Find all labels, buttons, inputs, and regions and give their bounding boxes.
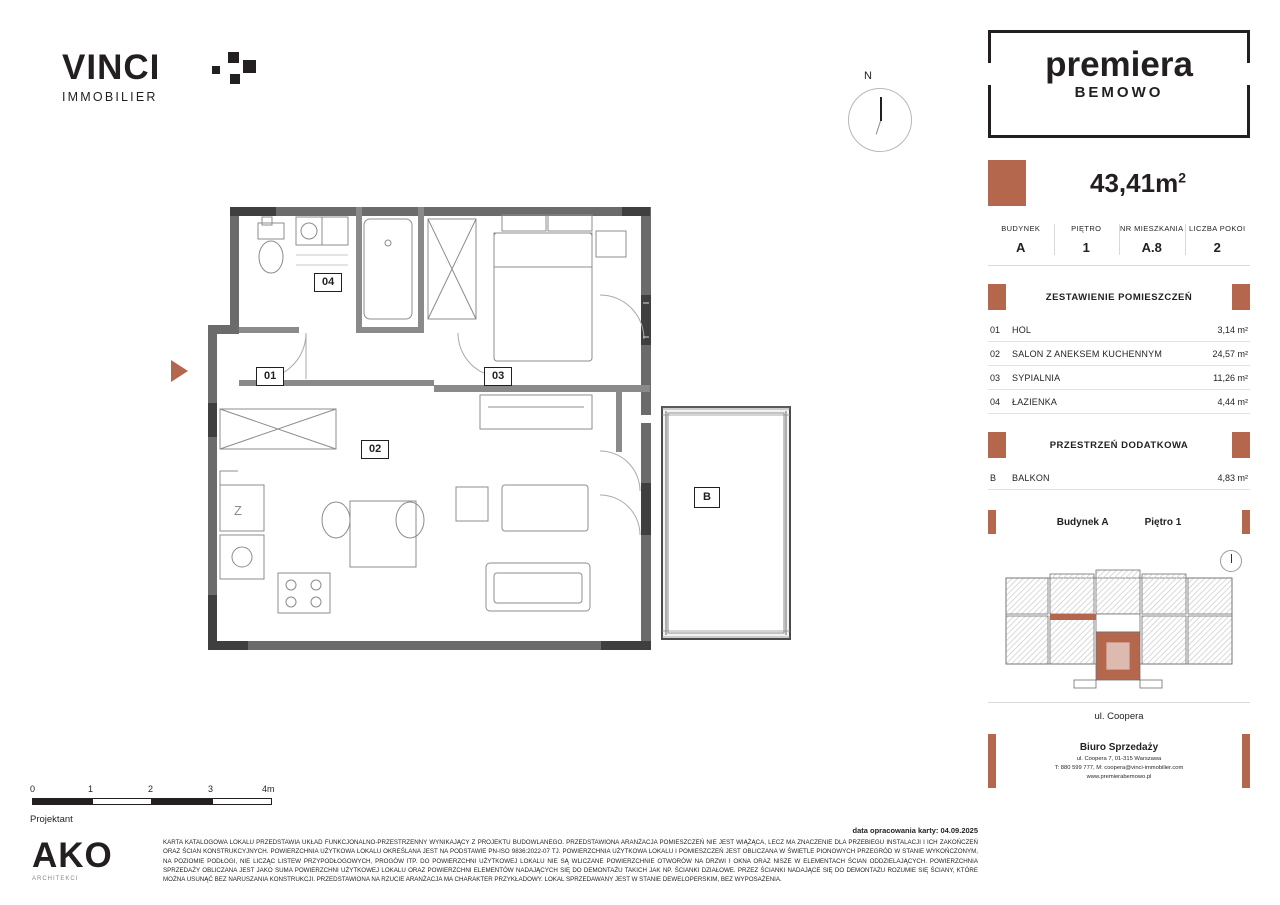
sales-office-contact: T: 880 599 777, M: coopera@vinci-immobilier.com <box>1054 765 1184 771</box>
sales-office-website[interactable]: www.premierabemowo.pl <box>1086 774 1152 780</box>
scale-tick-2: 2 <box>148 784 154 794</box>
info-panel <box>988 30 1250 788</box>
vinci-wordmark: VINCI <box>62 48 161 87</box>
scale-bar <box>30 784 280 810</box>
floor-plan <box>196 195 796 665</box>
meta-rooms <box>1185 220 1251 265</box>
projektant-label: Projektant <box>30 814 73 825</box>
sales-office-title: Biuro Sprzedaży <box>1079 742 1159 753</box>
meta-building-value: A <box>1016 240 1026 255</box>
sales-office-address: ul. Coopera 7, 01-315 Warszawa <box>1076 756 1162 762</box>
rooms-list <box>988 320 1250 414</box>
compass-north-label: N <box>864 70 872 82</box>
list-item <box>988 468 1250 487</box>
room-label-02: 02 <box>361 440 389 459</box>
street-label: ul. Coopera <box>988 702 1250 722</box>
room-label-04: 04 <box>314 273 342 292</box>
room-area: 24,57 m² <box>1212 348 1248 359</box>
premiera-logo <box>988 30 1250 138</box>
meta-rooms-value: 2 <box>1213 240 1221 255</box>
area-value: 43,41m <box>1090 167 1179 198</box>
building-floor-bar <box>988 510 1250 534</box>
room-list-item <box>988 320 1250 339</box>
room-number: 01 <box>990 324 1001 335</box>
scale-tick-0: 0 <box>30 784 36 794</box>
meta-floor-header: PIĘTRO <box>1071 224 1102 233</box>
key-plan-diagram <box>988 568 1250 698</box>
svg-text:Z: Z <box>234 503 242 518</box>
area-unit: 2 <box>1178 168 1186 185</box>
unit-meta-table <box>988 220 1250 266</box>
meta-apartment-no <box>1119 220 1185 265</box>
extra-space-section-title: PRZESTRZEŃ DODATKOWA <box>1049 439 1189 451</box>
room-name: HOL <box>1012 324 1032 335</box>
room-list-item <box>988 392 1250 411</box>
room-number: 02 <box>990 348 1001 359</box>
meta-apartment-header: NR MIESZKANIA <box>1119 224 1184 233</box>
room-name: ŁAZIENKA <box>1012 396 1058 407</box>
meta-floor <box>1054 220 1120 265</box>
legal-disclaimer: KARTA KATALOGOWA LOKALU PRZEDSTAWIA UKŁAD FUNKCJONALNO-PRZESTRZENNY WYNIKAJĄCY Z PROJEKTU BUDOWLANEGO. PRZEDSTAWIONA ARANŻACJA POMIESZCZEŃ NIE JEST WIĄŻĄCA, LECZ MA ZNACZENIE DLA PRZEBIEGU INSTALACJI I ICH ZAKOŃCZEŃ ORAZ ŚCIAN KONSTRUKCYJNYCH. POWIERZCHNIA UŻYTKOWA LOKALU OKREŚLANA JEST NA PODSTAWIE PN-ISO 9836:2022-07 TJ. POWIERZCHNIA UŻYTKOWA LOKALU I POMIESZCZEŃ JEST OBLICZANA W ŚWIETLE PIONOWYCH PRZEGRÓD W STANIE WYKOŃCZONYM, NA POZIOMIE PODŁOGI, NIE LICZĄC LISTEW PRZYPODŁOGOWYCH, PROGÓW ITP. DO POWIERZCHNI UŻYTKOWEJ LOKALU NIE SĄ WLICZANE POWIERZCHNIE OTWORÓW NA DRZWI I OKNA ORAZ NISZE W ELEMENTACH ŚCIAN ODDZIELAJĄCYCH. POWIERZCHNIA SPRZEDAŻY OBLICZANA JEST JAKO SUMA POWIERZCHNI UŻYTKOWEJ LOKALU ORAZ POWIERZCHNI ELEMENTÓW NADAJĄCYCH SIĘ DO DEMONTAŻU TAKICH JAK NP. ŚCIANKI DZIAŁOWE. PRZEZ ŚCIANKI NADAJĄCE SIĘ DO DEMONTAŻU ROZUMIE SIĘ ŚCIANY, KTÓRE MOŻNA USUNĄĆ BEZ NARUSZANIA KONSTRUKCJI. PRZEDSTAWIONA NA RZUCIE ARANŻACJA MA CHARAKTER PRZYKŁADOWY. LOKAL SPRZEDAWANY JEST W STANIE DEWELOPERSKIM, BEZ WYPOSAŻENIA. <box>163 839 978 884</box>
meta-rooms-header: LICZBA POKOI <box>1189 224 1246 233</box>
ako-tagline: ARCHITEKCI <box>32 876 79 882</box>
floor-plan-drawing <box>196 195 796 665</box>
area-banner <box>988 160 1250 206</box>
ako-logo <box>32 838 152 893</box>
room-list-item <box>988 344 1250 363</box>
meta-building <box>988 220 1054 265</box>
card-date: data opracowania karty: 04.09.2025 <box>852 826 978 835</box>
ako-wordmark: AKO <box>32 836 113 875</box>
room-name: SYPIALNIA <box>1012 372 1061 383</box>
compass-icon <box>848 88 912 152</box>
extra-area: 4,83 m² <box>1217 472 1248 483</box>
sales-office-box <box>988 734 1250 788</box>
extra-space-section-header <box>988 432 1250 458</box>
floor-label: Piętro 1 <box>1144 516 1182 528</box>
extra-number: B <box>990 472 997 483</box>
vinci-dots-icon <box>210 52 262 94</box>
rooms-section-title: ZESTAWIENIE POMIESZCZEŃ <box>1045 291 1193 303</box>
scale-tick-4: 4m <box>262 784 275 794</box>
premiera-wordmark: premiera <box>1045 45 1193 84</box>
room-list-item <box>988 368 1250 387</box>
vinci-logo <box>62 50 262 110</box>
extra-space-list <box>988 468 1250 490</box>
room-number: 04 <box>990 396 1001 407</box>
scale-tick-3: 3 <box>208 784 214 794</box>
room-label-03: 03 <box>484 367 512 386</box>
scale-tick-1: 1 <box>88 784 94 794</box>
room-number: 03 <box>990 372 1001 383</box>
premiera-location: BEMOWO <box>1074 84 1164 101</box>
extra-name: BALKON <box>1012 472 1050 483</box>
vinci-tagline: IMMOBILIER <box>62 90 158 104</box>
rooms-section-header <box>988 284 1250 310</box>
key-plan <box>988 550 1250 700</box>
room-name: SALON Z ANEKSEM KUCHENNYM <box>1012 348 1163 359</box>
meta-apartment-value: A.8 <box>1141 240 1162 255</box>
entrance-arrow-icon <box>171 360 188 382</box>
room-area: 11,26 m² <box>1213 372 1248 383</box>
balcony-label-b: B <box>694 487 720 508</box>
room-area: 4,44 m² <box>1217 396 1248 407</box>
building-label: Budynek A <box>1056 516 1109 528</box>
meta-building-header: BUDYNEK <box>1001 224 1041 233</box>
meta-floor-value: 1 <box>1082 240 1090 255</box>
room-area: 3,14 m² <box>1217 324 1248 335</box>
room-label-01: 01 <box>256 367 284 386</box>
